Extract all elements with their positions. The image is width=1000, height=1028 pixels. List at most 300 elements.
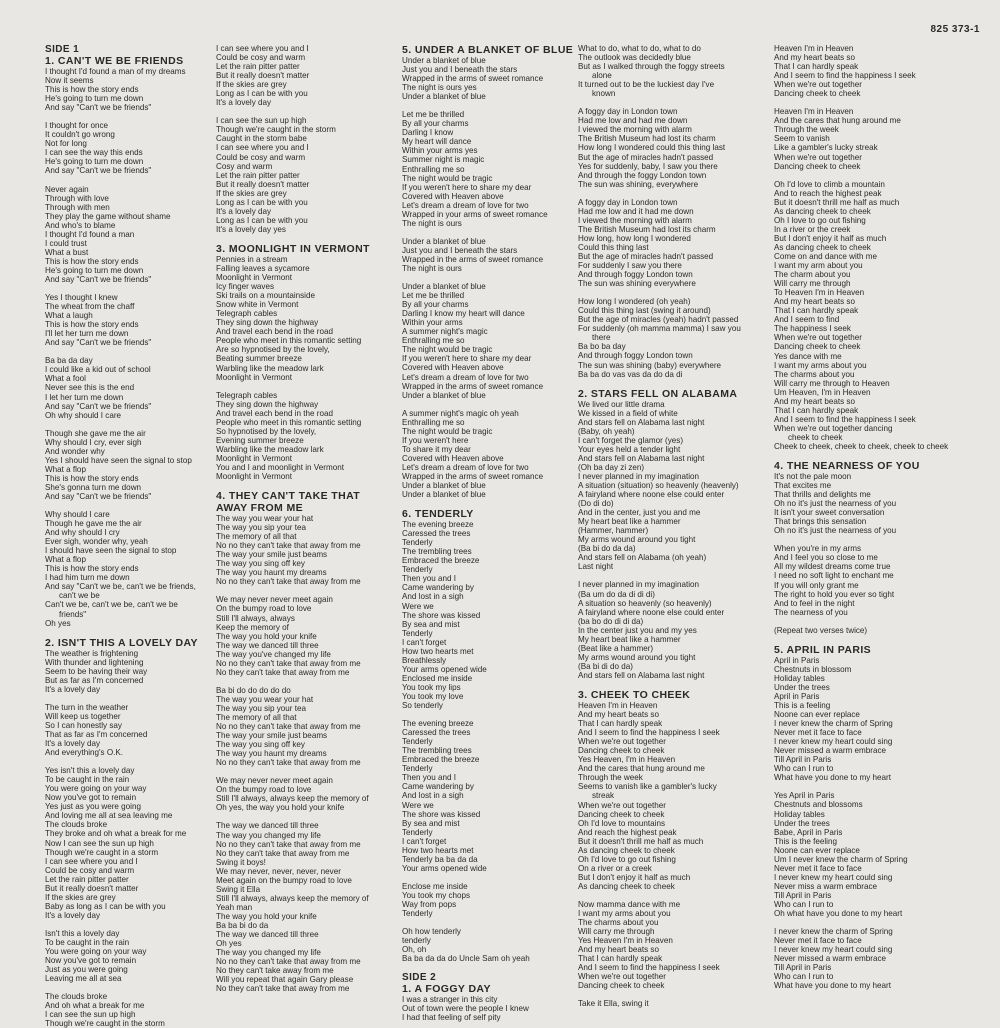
lyric-line: But I don't enjoy it half as much [774, 233, 887, 243]
lyric-line: It's a lovely day [216, 98, 272, 108]
lyric-line: Though we're caught in the storm [216, 125, 336, 135]
lyric-line: Ba ba do vas vas da do da di [578, 369, 683, 379]
lyric-line: Like a gambler's lucky streak [774, 143, 878, 153]
lyric-line: That excites me [774, 481, 832, 491]
lyric-line: Let me be thrilled [402, 110, 465, 120]
lyric-line: Never again [45, 184, 89, 194]
lyric-line: Embraced the breeze [402, 556, 480, 566]
lyric-line: We may never, never, never, never [216, 866, 341, 876]
lyric-line: And say "Can't we be friends" [45, 166, 152, 176]
lyric-line: The way we danced till three [216, 821, 319, 831]
lyric-line: That I can hardly speak [774, 306, 859, 316]
lyric-line: We may never never meet again [216, 776, 333, 786]
lyric-line: Your arms opened wide [402, 863, 487, 873]
lyric-line: The way you hold your knife [216, 911, 317, 921]
lyric-line: I never knew my heart could sing [774, 872, 893, 882]
lyric-line: Under a blanket of blue [402, 490, 486, 500]
lyric-line: (Oh ba day zi zen) [578, 462, 645, 472]
lyric-line: He's going to turn me down [45, 265, 144, 275]
lyric-line: This is how the story ends [45, 320, 139, 330]
lyric-line: The outlook was decidedly blue [578, 53, 691, 63]
lyric-line: Warbling like the meadow lark [216, 363, 324, 373]
stanza-gap [216, 767, 396, 776]
lyric-line: You were going on your way [45, 784, 147, 794]
lyric-line: What have you done to my heart [774, 981, 891, 991]
lyric-line: And my heart beats so [578, 945, 659, 955]
lyric-line: My arms wound around you tight [578, 652, 696, 662]
lyric-line: Under the trees [774, 682, 830, 692]
lyric-line: As dancing cheek to cheek [774, 206, 871, 216]
lyric-line: The way we danced till three [216, 930, 319, 940]
lyric-line: And stars fell on Alabama last night [578, 670, 705, 680]
lyric-line: Through the week [578, 773, 643, 783]
lyric-line: Yes isn't this a lovely day [45, 766, 135, 776]
lyric-line: How long, how long I wondered [578, 233, 691, 243]
lyric-line: Oh I'd love to mountains [578, 818, 666, 828]
lyric-line: That I can hardly speak [578, 719, 663, 729]
lyric-line: Under a blanket of blue [402, 390, 486, 400]
lyric-line: Yes I thought I knew [45, 293, 118, 303]
stanza-gap [774, 451, 996, 460]
lyric-line: I let her turn me down [45, 392, 124, 402]
lyric-line: The night is ours yes [402, 83, 477, 93]
lyric-line: To be caught in the rain [45, 775, 130, 785]
lyric-line: I want my arm about you [774, 261, 863, 271]
lyric-line: The way you sip your tea [216, 703, 306, 713]
lyric-line: Came wandering by [402, 583, 474, 593]
lyric-line: I can see the sun up high [45, 1010, 136, 1020]
lyric-line: Moonlight in Vermont [216, 372, 293, 382]
lyric-line: Oh I'd love to climb a mountain [774, 179, 885, 189]
lyric-line: (Hammer, hammer) [578, 526, 649, 536]
stanza-gap [45, 420, 215, 429]
lyric-line: So tenderly [402, 701, 443, 711]
lyric-line: Caught in the storm babe [216, 134, 307, 144]
stanza-gap [216, 481, 396, 490]
stanza-gap [216, 586, 396, 595]
lyric-line: The way your smile just beams [216, 550, 328, 560]
lyric-line: What a fool [45, 374, 86, 384]
lyric-line: I can see where you and I [45, 856, 138, 866]
lyric-line: And travel each bend in the road [216, 408, 333, 418]
lyric-line: Dancing cheek to cheek [578, 981, 665, 991]
lyric-line: Were we [402, 601, 434, 611]
lyric-line: Yes Heaven, I'm in Heaven [578, 755, 676, 765]
lyric-line: Never met it face to face [774, 863, 862, 873]
lyric-line: Tenderly [402, 909, 433, 919]
lyric-line: And through foggy London town [578, 351, 693, 361]
stanza-gap [45, 176, 215, 185]
lyric-line: And stars fell on Alabama last night [578, 417, 705, 427]
lyric-line: Can't we be, can't we be, can't we be [45, 600, 178, 610]
lyric-line: No no they can't take that away from me [216, 839, 361, 849]
lyric-line: He's going to turn me down [45, 94, 144, 104]
lyric-line: Telegraph cables [216, 390, 278, 400]
lyric-line: The night is ours [402, 263, 462, 273]
lyric-line: A summer night's magic [402, 327, 488, 337]
lyric-line: I thought I'd found a man [45, 229, 135, 239]
lyric-line: Let the rain pitter patter [45, 874, 129, 884]
stanza-gap [45, 757, 215, 766]
lyric-line: I can't forget [402, 836, 447, 846]
stanza-gap [402, 710, 576, 719]
lyric-line: Oh yes [45, 618, 71, 628]
lyric-line: This is a feeling [774, 701, 831, 710]
lyric-line: Breathlessly [402, 655, 447, 665]
lyric-line: Till April in Paris [774, 890, 832, 900]
lyric-line: Come on and dance with me [774, 251, 878, 261]
lyric-line: Swing it boys! [216, 857, 266, 867]
lyric-line: Enthralling me so [402, 164, 465, 174]
lyric-line: Through with men [45, 202, 110, 212]
lyric-line: And wonder why [45, 446, 105, 456]
lyric-line: Baby as long as I can be with you [45, 901, 166, 911]
lyrics-column-4 [578, 44, 770, 1009]
lyric-line: She's gonna turn me down [45, 482, 142, 492]
lyric-line: It's a lovely day [45, 684, 101, 694]
lyric-line: Will you repeat that again Gary please [216, 975, 354, 985]
lyric-line: That as far as I'm concerned [45, 730, 148, 739]
lyric-line: The way you haunt my dreams [216, 568, 327, 578]
lyric-line: If you weren't here to share my dear [402, 354, 532, 364]
stanza-gap [578, 571, 770, 580]
lyric-line: And through foggy London town [578, 270, 693, 280]
lyric-line: By sea and mist [402, 619, 460, 629]
lyric-line: But it doesn't thrill me half as much [578, 836, 704, 846]
lyric-line: This is how the story ends [45, 473, 139, 483]
lyric-line: People who meet in this romantic setting [216, 336, 362, 346]
lyric-line: Though we're caught in the storm [45, 1019, 165, 1028]
lyric-line: Oh why should I care [45, 410, 122, 420]
lyric-line: The way you changed my life [216, 830, 321, 840]
lyric-line: You and I and moonlight in Vermont [216, 462, 344, 472]
lyric-line: Ba ba da day [45, 356, 93, 366]
lyric-line: The way you hold your knife [216, 631, 317, 641]
lyric-line: No they can't take that away from me [216, 667, 350, 677]
lyric-line: And everything's O.K. [45, 748, 124, 758]
lyric-line: (Ba bi do da da) [578, 544, 636, 554]
lyric-line: The way you wear your hat [216, 514, 314, 524]
lyric-line-continued: there [592, 333, 611, 343]
lyric-line: And through the foggy London town [578, 170, 707, 180]
lyric-line: We lived our little drama [578, 399, 665, 409]
lyric-line: When you're in my arms [774, 544, 862, 554]
lyric-line: No no they can't take that away from me [216, 722, 361, 732]
lyric-line: I never knew the charm of Spring [774, 927, 893, 937]
lyric-line: Could this thing last (swing it around) [578, 306, 711, 316]
lyric-line: Could this thing last [578, 242, 649, 252]
lyric-line: The clouds broke [45, 820, 108, 830]
lyric-line: What a flop [45, 464, 86, 474]
lyric-line: And reach the highest peak [578, 827, 677, 837]
lyric-line: A situation (situation) so heavenly (heavenly) [578, 481, 739, 491]
lyric-line: Babe, April in Paris [774, 827, 843, 837]
lyric-line: No no they can't take that away from me [216, 541, 361, 551]
lyric-line: I'll let her turn me down [45, 329, 129, 339]
lyric-line: Seems to vanish like a gambler's lucky [578, 782, 717, 792]
lyric-line: The sun was shining everywhere [578, 279, 696, 289]
lyric-line: Just you and I beneath the stars [402, 65, 518, 75]
lyric-line: By all your charms [402, 119, 469, 129]
lyric-line: I thought for once [45, 121, 108, 131]
lyric-line: Yes I should have seen the signal to stop [45, 455, 192, 465]
lyric-line: Pennies in a stream [216, 254, 288, 264]
lyric-line: Are so hypnotised by the lovely, [216, 345, 330, 355]
lyric-line: But the age of miracles hadn't passed [578, 251, 714, 261]
lyric-line: What have you done to my heart [774, 773, 891, 783]
lyric-line: Your arms opened wide [402, 664, 487, 674]
lyric-line: Though she gave me the air [45, 428, 146, 438]
lyric-line: Will carry me through [774, 279, 851, 289]
lyric-line: Never missed a warm embrace [774, 746, 886, 756]
song-title: 5. APRIL IN PARIS [774, 643, 872, 656]
lyric-line: Isn't this a lovely day [45, 928, 120, 938]
lyric-line: The evening breeze [402, 719, 474, 729]
lyric-line: I can see the sun up high [216, 116, 307, 126]
lyric-line: They broke and oh what a break for me [45, 829, 187, 839]
lyric-line: I never planned in my imagination [578, 471, 700, 481]
lyric-line: On the bumpy road to love [216, 785, 312, 795]
lyric-line: Let's dream a dream of love for two [402, 200, 529, 210]
lyric-line: Still I'll always, always keep the memory of [216, 893, 369, 903]
lyric-line: So I can honestly say [45, 720, 122, 730]
lyric-line: And who's to blame [45, 220, 116, 230]
stanza-gap [45, 501, 215, 510]
lyric-line: How two hearts met [402, 646, 474, 656]
lyric-line: Out of town were the people I knew [402, 1004, 529, 1014]
song-title: 5. UNDER A BLANKET OF BLUE [402, 44, 574, 56]
lyric-line: And oh what a break for me [45, 1001, 145, 1011]
lyric-line: It's a lovely day [216, 206, 272, 216]
lyric-line-continued: friends" [59, 609, 87, 619]
lyric-line: And to reach the highest peak [774, 188, 882, 198]
lyric-line: That brings this sensation [774, 517, 867, 527]
lyric-line: But I don't enjoy it half as much [578, 872, 691, 882]
lyric-line: Under a blanket of blue [402, 236, 486, 246]
lyric-line: A foggy day in London town [578, 107, 678, 117]
stanza-gap [45, 112, 215, 121]
song-title: 6. TENDERLY [402, 508, 474, 521]
lyric-line: Now you've got to remain [45, 793, 137, 803]
stanza-gap [45, 694, 215, 703]
lyric-line: I could like a kid out of school [45, 365, 151, 375]
lyric-line: Leaving me all at sea [45, 974, 122, 984]
lyric-line: The British Museum had lost its charm [578, 224, 716, 234]
stanza-gap [402, 273, 576, 282]
lyric-line: Never met it face to face [774, 936, 862, 946]
lyric-line: Enclosed me inside [402, 673, 473, 683]
song-title: 4. THEY CAN'T TAKE THAT [216, 490, 361, 503]
stanza-gap [402, 228, 576, 237]
stanza-gap [774, 782, 996, 791]
lyric-line: The British Museum had lost its charm [578, 134, 716, 144]
lyric-line: Now it seems [45, 76, 94, 86]
lyric-line: Chestnuts and blossoms [774, 800, 863, 810]
lyric-line: All my wildest dreams come true [774, 562, 891, 572]
lyric-line: How long I wondered could this thing last [578, 143, 726, 153]
stanza-gap [774, 98, 996, 107]
stanza-gap [774, 171, 996, 180]
lyric-line: Will carry me through [578, 927, 655, 937]
lyric-line: But it really doesn't matter [216, 71, 310, 81]
lyric-line: And I seem to find the happiness I seek [774, 414, 916, 424]
lyric-line: And say "Can't we be friends" [45, 401, 152, 411]
lyric-line: Tenderly [402, 827, 433, 837]
lyric-line: To Heaven I'm in Heaven [774, 288, 865, 298]
lyric-line: A foggy day in London town [578, 197, 678, 207]
lyric-line: If the skies are grey [45, 892, 116, 902]
lyric-line: And say "Can't we be, can't we be friends, [45, 582, 196, 592]
lyric-line: Seem to vanish [774, 134, 830, 144]
lyric-line: The way you haunt my dreams [216, 749, 327, 759]
lyric-line: When we're out together [578, 800, 666, 810]
lyric-line: You took my lips [402, 682, 461, 692]
stanza-gap [216, 382, 396, 391]
lyric-line: Yeah man [216, 902, 253, 912]
lyric-line: Ski trails on a mountainside [216, 291, 315, 301]
lyric-line: Just as you were going [45, 965, 128, 975]
stanza-gap [578, 990, 770, 999]
lyric-line: They play the game without shame [45, 211, 171, 221]
lyric-line: But it really doesn't matter [216, 179, 310, 189]
lyric-line: The trembling trees [402, 746, 472, 756]
lyric-line: The wheat from the chaff [45, 302, 135, 312]
lyric-line: Let the rain pitter patter [216, 62, 300, 72]
lyric-line: When we're out together [578, 737, 666, 747]
lyric-line: But as I walked through the foggy streets [578, 62, 725, 72]
lyric-line: When we're out together [578, 972, 666, 982]
lyric-line-continued: can't we be [59, 591, 100, 601]
lyric-line: My heart beat like a hammer [578, 517, 681, 527]
lyric-line: If the skies are grey [216, 188, 287, 198]
lyric-line: A fairyland where noone else could enter [578, 607, 725, 617]
lyric-line: Summer night is magic [402, 155, 485, 165]
lyric-line: Still I'll always, always keep the memory of [216, 794, 369, 804]
song-title: AWAY FROM ME [216, 502, 304, 515]
lyric-line: Who can I run to [774, 764, 834, 774]
stanza-gap [578, 680, 770, 689]
lyric-line: How long I wondered (oh yeah) [578, 297, 691, 307]
lyric-line: You took my love [402, 692, 464, 701]
lyric-line: Take it Ella, swing it [578, 999, 649, 1009]
lyric-line: Will keep us together [45, 711, 121, 721]
lyric-line: Never see this is the end [45, 383, 135, 393]
lyric-line: My heart beat like a hammer [578, 634, 681, 644]
lyric-line: If you will only grant me [774, 580, 859, 590]
lyric-line: Covered with Heaven above [402, 453, 504, 463]
lyric-line: This is how the story ends [45, 256, 139, 266]
lyric-line: This is the feeling [774, 836, 837, 846]
lyric-line: The charm about you [774, 270, 851, 280]
lyrics-column-3 [402, 44, 576, 1023]
lyric-line: If the skies are grey [216, 80, 287, 90]
lyric-line: Wrapped in the arms of sweet romance [402, 254, 544, 264]
lyric-line: Dancing cheek to cheek [578, 809, 665, 819]
lyric-line: To share it my dear [402, 444, 471, 454]
lyric-line: And say "Can't we be friends" [45, 338, 152, 348]
stanza-gap [216, 234, 396, 243]
lyric-line: Darling I know my heart will dance [402, 309, 525, 319]
lyric-line: And lost in a sigh [402, 791, 464, 801]
lyric-line: The right to hold you ever so tight [774, 589, 895, 599]
lyric-line: The way you sing off key [216, 559, 305, 569]
lyric-line: Covered with Heaven above [402, 363, 504, 373]
lyric-line: Under a blanket of blue [402, 56, 486, 65]
lyric-line: Ba ba bi do da [216, 920, 269, 930]
stanza-gap [578, 891, 770, 900]
lyric-line: And I seem to find [774, 315, 840, 325]
lyric-line: How two hearts met [402, 845, 474, 855]
lyric-line: You were going on your way [45, 947, 147, 957]
lyric-line: Enthralling me so [402, 417, 465, 427]
lyric-line: (Ba bi di do da) [578, 661, 633, 671]
lyric-line: And stars fell on Alabama (oh yeah) [578, 553, 707, 563]
lyric-line: And say "Can't we be friends" [45, 274, 152, 284]
lyric-line: If you weren't here [402, 435, 469, 445]
lyric-line: It couldn't go wrong [45, 130, 115, 140]
stanza-gap [45, 347, 215, 356]
lyric-line: A situation so heavenly (so heavenly) [578, 598, 712, 608]
lyric-line: Your eyes held a tender light [578, 444, 681, 454]
lyric-line: I was a stranger in this city [402, 995, 498, 1005]
lyric-line: Evening summer breeze [216, 435, 304, 445]
lyric-line: The shore was kissed [402, 610, 481, 620]
lyric-line: It's a lovely day yes [216, 224, 286, 234]
lyric-line: To be caught in the rain [45, 937, 130, 947]
lyric-line: Ba bi do do do do do [216, 685, 291, 695]
lyric-line: And my heart beats so [774, 297, 855, 307]
stanza-gap [45, 628, 215, 637]
lyrics-column-1 [45, 44, 215, 1028]
lyric-line: The night would be tragic [402, 173, 493, 183]
lyric-line: Never met it face to face [774, 728, 862, 738]
lyric-line: What a laugh [45, 311, 93, 321]
lyric-line: Holiday tables [774, 673, 825, 683]
lyric-line: Wrapped in your arms of sweet romance [402, 209, 548, 219]
lyric-line: The way you sing off key [216, 740, 305, 750]
lyric-line: Oh no it's just the nearness of you [774, 499, 897, 509]
lyrics-column-5 [774, 44, 996, 1000]
lyric-line: Still I'll always, always [216, 613, 295, 623]
lyric-line: Oh yes [216, 939, 242, 949]
lyric-line: Were we [402, 800, 434, 810]
lyric-line: Noone can ever replace [774, 845, 860, 855]
lyric-line: Then you and I [402, 574, 456, 584]
lyric-line: They sing down the highway [216, 318, 319, 328]
stanza-gap [402, 918, 576, 927]
lyric-line: The memory of all that [216, 532, 297, 542]
lyric-line: No no they can't take that away from me [216, 577, 361, 587]
lyric-line: And my heart beats so [578, 710, 659, 720]
lyric-line: With thunder and lightening [45, 657, 144, 667]
lyric-line: But the age of miracles hadn't passed [578, 152, 714, 162]
lyric-line: I thought I'd found a man of my dreams [45, 67, 186, 76]
lyric-line: Way from pops [402, 899, 457, 909]
stanza-gap [578, 379, 770, 388]
lyric-line: Chestnuts in blossom [774, 664, 852, 674]
lyric-line: Last night [578, 562, 614, 572]
lyric-line: By sea and mist [402, 818, 460, 828]
lyric-line: Tenderly [402, 565, 433, 575]
lyric-line: Had me low and had me down [578, 116, 688, 126]
stanza-gap [402, 963, 576, 972]
lyric-line: But it really doesn't matter [45, 883, 139, 893]
lyric-line: Beating summer breeze [216, 354, 302, 364]
lyric-line: And loving me all at sea leaving me [45, 811, 173, 821]
lyric-line: Under a blanket of blue [402, 92, 486, 102]
lyric-line: That I can hardly speak [578, 954, 663, 964]
lyric-line: Yes Heaven I'm in Heaven [578, 936, 673, 946]
